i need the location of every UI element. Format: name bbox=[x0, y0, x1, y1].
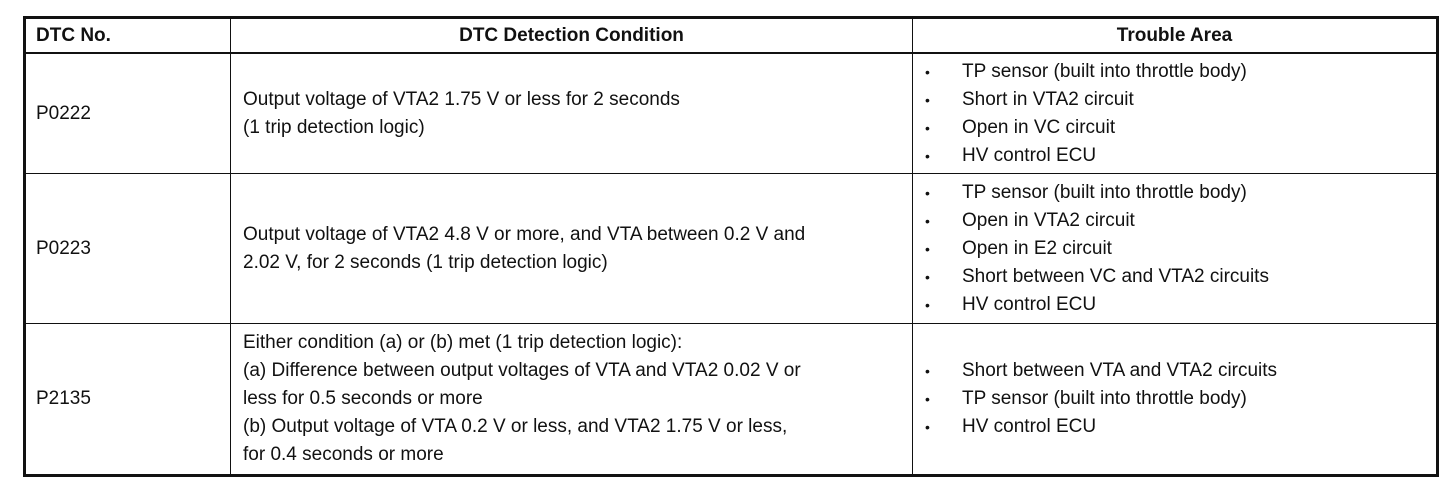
condition-line: Output voltage of VTA2 4.8 V or more, and VTA between 0.2 V and bbox=[243, 223, 806, 245]
condition-line: Output voltage of VTA2 1.75 V or less for 2 seconds bbox=[243, 88, 680, 110]
trouble-area-list bbox=[925, 179, 1436, 319]
dtc-table-frame bbox=[23, 16, 1439, 477]
list-item bbox=[925, 142, 1436, 170]
list-item bbox=[925, 263, 1436, 291]
list-item bbox=[925, 58, 1436, 86]
trouble-area-text: Short between VC and VTA2 circuits bbox=[962, 265, 1269, 287]
table-row bbox=[26, 174, 1437, 324]
bullet-icon: • bbox=[925, 63, 930, 80]
trouble-area-text: TP sensor (built into throttle body) bbox=[962, 60, 1247, 82]
bullet-icon: • bbox=[925, 147, 930, 164]
list-item bbox=[925, 291, 1436, 319]
trouble-area-text: HV control ECU bbox=[962, 416, 1097, 437]
trouble-area-cell bbox=[913, 174, 1437, 324]
list-item bbox=[925, 179, 1436, 207]
header-dtc-no: DTC No. bbox=[26, 19, 231, 54]
condition-line: (1 trip detection logic) bbox=[243, 116, 425, 138]
detection-condition-cell bbox=[231, 53, 913, 174]
bullet-icon: • bbox=[925, 240, 930, 257]
list-item bbox=[925, 235, 1436, 263]
dtc-code: P2135 bbox=[26, 324, 231, 475]
trouble-area-text: TP sensor (built into throttle body) bbox=[962, 181, 1247, 203]
condition-line: (b) Output voltage of VTA 0.2 V or less, and VTA2 1.75 V or less, bbox=[243, 416, 788, 437]
trouble-area-text: Short in VTA2 circuit bbox=[962, 88, 1134, 110]
bullet-icon: • bbox=[925, 419, 930, 435]
bullet-icon: • bbox=[925, 184, 930, 201]
list-item bbox=[925, 86, 1436, 114]
table-row bbox=[26, 53, 1437, 174]
condition-line: Either condition (a) or (b) met (1 trip detection logic): bbox=[243, 332, 683, 353]
bullet-icon: • bbox=[925, 363, 930, 379]
trouble-area-text: TP sensor (built into throttle body) bbox=[962, 388, 1247, 409]
bullet-icon: • bbox=[925, 296, 930, 313]
trouble-area-list bbox=[925, 58, 1436, 170]
bullet-icon: • bbox=[925, 119, 930, 136]
condition-line: less for 0.5 seconds or more bbox=[243, 388, 483, 409]
list-item bbox=[925, 207, 1436, 235]
trouble-area-text: HV control ECU bbox=[962, 293, 1097, 315]
table-header-row bbox=[26, 19, 1437, 54]
detection-condition-cell bbox=[231, 324, 913, 475]
table-row bbox=[26, 324, 1437, 475]
trouble-area-list bbox=[925, 357, 1436, 441]
trouble-area-text: Short between VTA and VTA2 circuits bbox=[962, 360, 1278, 381]
list-item bbox=[925, 413, 1436, 441]
condition-line: for 0.4 seconds or more bbox=[243, 444, 444, 465]
condition-line: (a) Difference between output voltages of VTA and VTA2 0.02 V or bbox=[243, 360, 801, 381]
list-item bbox=[925, 357, 1436, 385]
trouble-area-cell bbox=[913, 324, 1437, 475]
trouble-area-text: Open in E2 circuit bbox=[962, 237, 1112, 259]
header-detection-condition: DTC Detection Condition bbox=[231, 19, 913, 54]
bullet-icon: • bbox=[925, 268, 930, 285]
dtc-code: P0222 bbox=[26, 53, 231, 174]
condition-line: 2.02 V, for 2 seconds (1 trip detection logic) bbox=[243, 251, 608, 273]
trouble-area-cell bbox=[913, 53, 1437, 174]
trouble-area-text: HV control ECU bbox=[962, 144, 1097, 166]
list-item bbox=[925, 114, 1436, 142]
bullet-icon: • bbox=[925, 91, 930, 108]
dtc-table bbox=[25, 18, 1437, 475]
detection-condition-cell bbox=[231, 174, 913, 324]
list-item bbox=[925, 385, 1436, 413]
dtc-code: P0223 bbox=[26, 174, 231, 324]
bullet-icon: • bbox=[925, 212, 930, 229]
trouble-area-text: Open in VTA2 circuit bbox=[962, 209, 1135, 231]
header-trouble-area: Trouble Area bbox=[913, 19, 1437, 54]
bullet-icon: • bbox=[925, 391, 930, 407]
trouble-area-text: Open in VC circuit bbox=[962, 116, 1116, 138]
